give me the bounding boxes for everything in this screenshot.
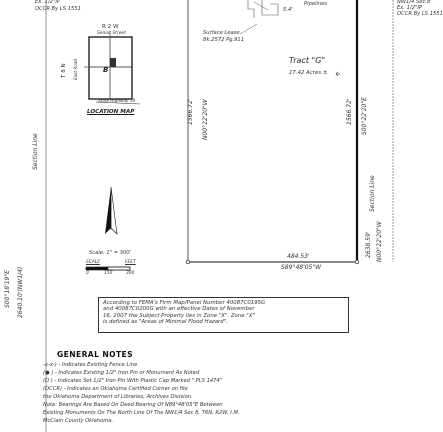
location-map-title: LOCATION MAP (87, 109, 135, 115)
location-map-township: T 8 N (61, 63, 67, 78)
surface-lease-outline (248, 0, 254, 18)
location-map-section: B (103, 66, 109, 74)
west-line-bearing: N00°22'20"W (202, 99, 209, 140)
south-line-distance: 484.53' (287, 253, 310, 260)
location-map-site-marker (110, 58, 116, 67)
left-edge-distance: 2640.10'(NW1/4) (17, 266, 24, 318)
general-note-item: -x-x-) - Indicates Existing Fence Line (43, 362, 138, 368)
top-left-note-line-1: Ex. 1/2"IP (35, 0, 61, 5)
scale-tick-0: 0 (86, 271, 89, 276)
section-line-distance: 2638.59' (365, 231, 372, 258)
top-distance-label: 5.4' (283, 7, 293, 13)
general-note-item: (● ) - Indicates Existing 1/2" Iron Pin or Monument As Noted (43, 370, 200, 376)
general-note-item: Existing Monuments On The North Line Of The NW1/4 Sec 8, T6N, R2W, I.M. (43, 410, 240, 416)
east-line-bearing: S00°22'20"E (361, 97, 368, 135)
fema-note-line: is defined as "Areas of Minimal Flood Hazard". (103, 319, 228, 326)
fema-note-box (98, 297, 349, 333)
fema-note-line: According to FEMA's Firm Map/Panel Number 40087C0195G (103, 300, 266, 306)
section-line-right-label: Section Line (369, 175, 376, 212)
general-note-item: (OCCR) - Indicates an Oklahoma Certified Corner on file (43, 386, 188, 392)
surface-lease-leader (240, 24, 257, 34)
top-right-note-line-2: Ex. 1/2"IP (397, 5, 423, 11)
general-note-item: Note: Bearings Are Based On Deed Bearing Of N89°48'05"E Between (43, 402, 223, 408)
general-note-item: the Oklahoma Department of Libraries, Archives Division. (43, 394, 193, 400)
scale-label: Scale: 1" = 300' (89, 250, 132, 256)
south-line-bearing: S89°48'05"W (281, 264, 322, 271)
section-line-bearing: N00°22'20"W (376, 221, 383, 262)
fema-note-line: and 40087C0200G with an effective Dates of November (103, 306, 255, 313)
fema-note-line: 16, 2007 the Subject Property lies in Zone "X". Zone "X" (103, 312, 255, 319)
surface-lease-label-2: Bk.2572 Pg.911 (203, 37, 245, 43)
top-right-note-line-1: NW1/4 Sec.8 (397, 0, 431, 5)
corner-monument-se (355, 260, 359, 264)
section-line-left-label: Section Line (32, 133, 39, 170)
west-line-distance: 1566.72' (187, 98, 194, 125)
location-map-boundary (89, 37, 132, 99)
pipeline-leader (254, 2, 268, 10)
acres-arrow-icon (336, 72, 340, 76)
general-notes-heading: GENERAL NOTES (57, 350, 134, 359)
east-line-distance: 1566.72' (346, 98, 353, 125)
general-note-item: (O ) - Indicates Set 1/2" Iron Pin With Plastic Cap Marked " PLS 1474" (43, 378, 223, 384)
left-edge-bearing: S00°18'19"E (4, 270, 11, 308)
scale-feet-word: FEET (125, 260, 136, 265)
scale-bar (86, 267, 130, 270)
scale-tick-150: 150 (104, 271, 113, 276)
top-left-note-line-2: OCCR By LS 1551 (35, 6, 81, 12)
north-arrow-icon (105, 187, 117, 234)
surface-lease-label-1: Surface Lease (203, 30, 240, 36)
tract-acres: 17.42 Acres ± (289, 70, 328, 76)
general-note-item: McClain County Oklahoma. (43, 418, 114, 424)
location-map-range: R 2 W (102, 24, 119, 30)
location-map (84, 31, 140, 104)
location-map-south-road: State Highway 19 (98, 98, 136, 103)
location-map-north-road: Senior Street (97, 31, 126, 36)
tract-name: Tract "G" (289, 56, 326, 65)
scale-tick-300: 300 (126, 271, 135, 276)
scale-word: SCALE (86, 260, 101, 265)
location-map-west-road: East Road (73, 58, 78, 80)
pipelines-label: Pipelines (304, 1, 328, 7)
top-right-note-line-3: OCCR By LS 1551 (397, 11, 443, 17)
corner-monument-sw (186, 260, 190, 264)
pipeline-structure (262, 0, 278, 15)
